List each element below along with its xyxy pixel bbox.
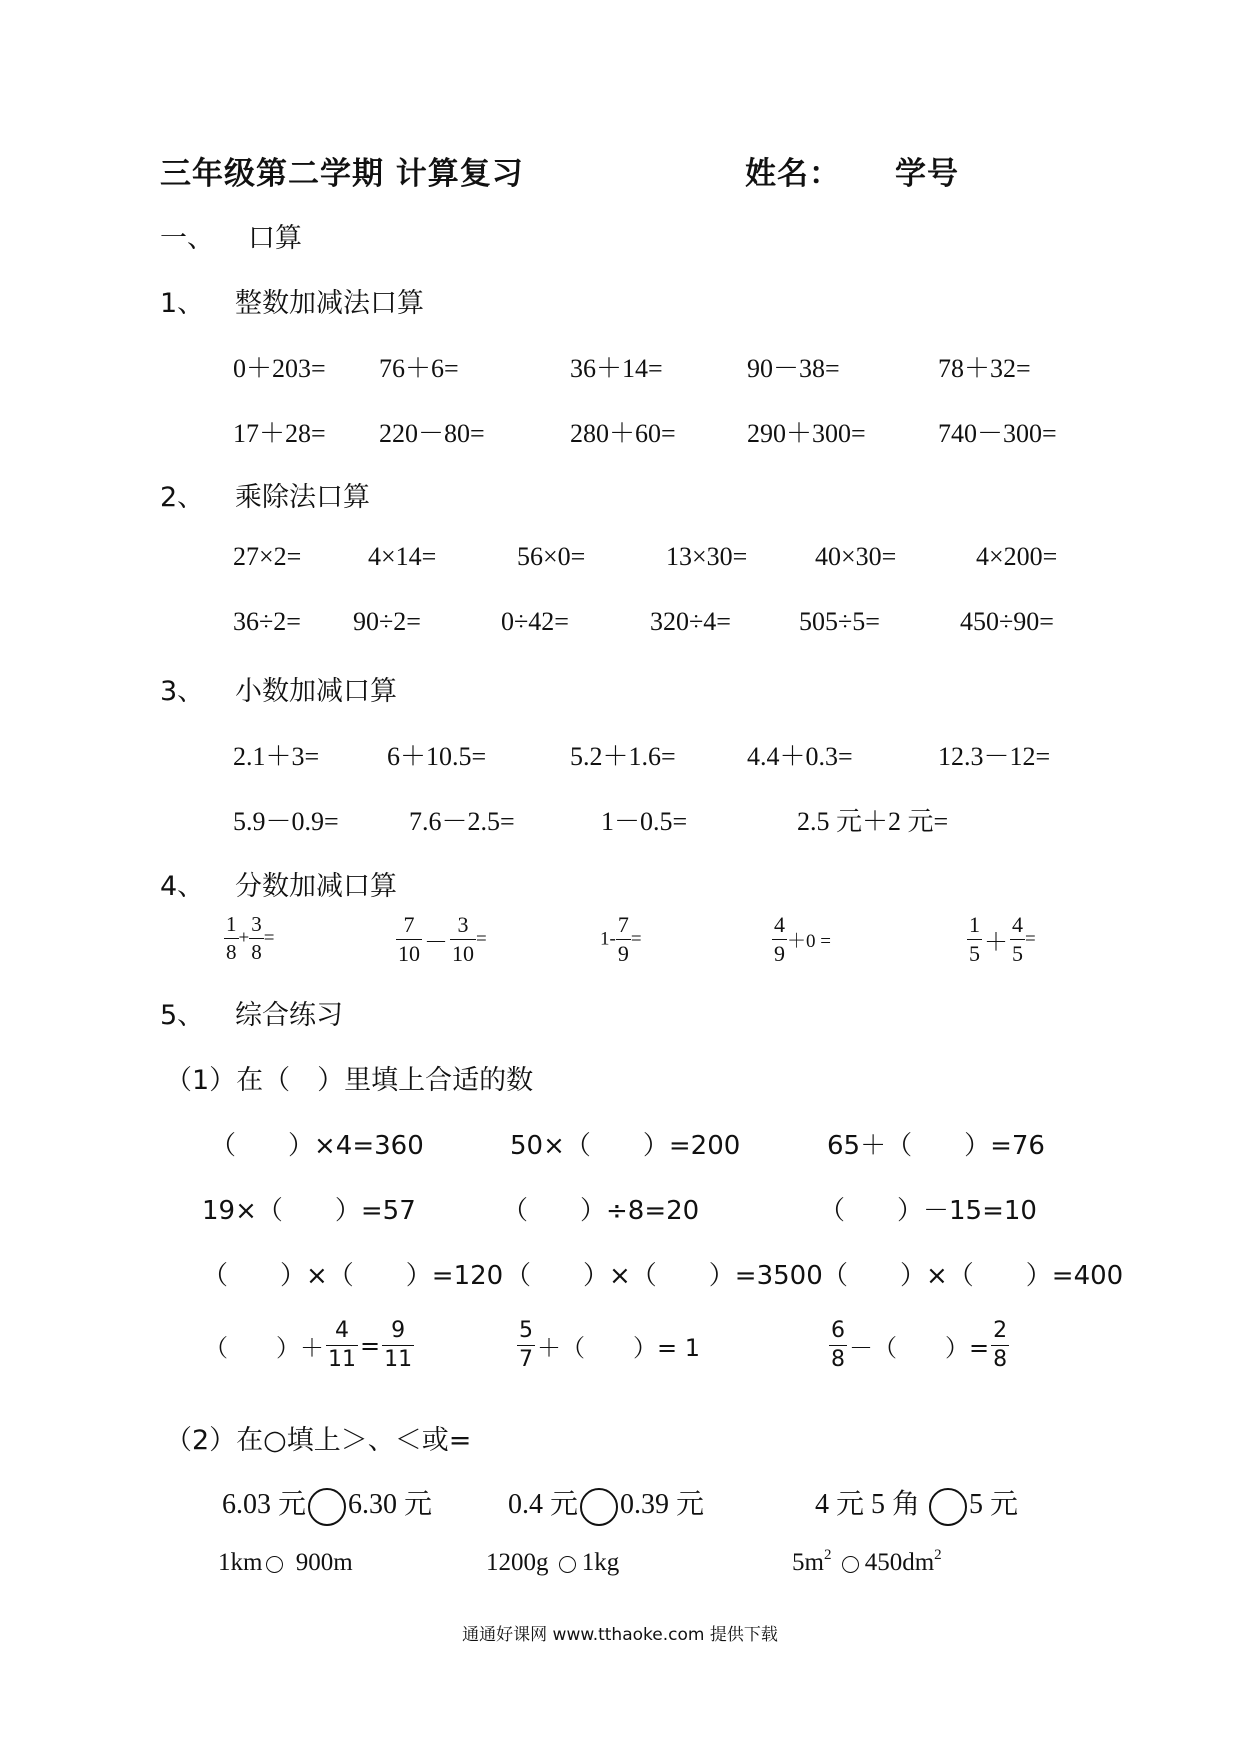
problem: 90÷2= xyxy=(353,607,421,636)
fraction: $\frac{6}{8}$ xyxy=(831,1318,845,1372)
problem: 36＋14= xyxy=(570,354,663,383)
compare-circle[interactable] xyxy=(580,1488,618,1526)
fraction-problem: $\frac{1}{5}$ ＋ $\frac{4}{5}$ = xyxy=(969,912,1036,966)
fill-blank-problem: （ ）×（ ）=400 xyxy=(822,1261,1124,1291)
problem: 320÷4= xyxy=(650,607,731,636)
compare-problem: 1200g 1kg xyxy=(486,1549,620,1576)
fraction-fill-problem: （ ）＋ $\frac{4}{11}$ = $\frac{9}{11}$ xyxy=(204,1318,413,1372)
s3-title: 小数加减口算 xyxy=(235,676,397,707)
part1-number: 一、 xyxy=(160,223,214,254)
problem: 6＋10.5= xyxy=(387,742,487,771)
q2-title: （2）在○填上＞、＜或= xyxy=(165,1425,472,1456)
footer-credit: 通通好课网 www.tthaoke.com 提供下载 xyxy=(462,1625,778,1645)
problem: 450÷90= xyxy=(960,607,1054,636)
fraction: $\frac{3}{10}$ xyxy=(452,912,474,966)
s2-number: 2、 xyxy=(160,482,205,513)
compare-problem: 4 元 5 角 5 元 xyxy=(815,1482,1018,1526)
compare-problem: 0.4 元 0.39 元 xyxy=(508,1482,704,1526)
fill-blank-problem: （ ）×（ ）=3500 xyxy=(505,1261,823,1291)
s3-number: 3、 xyxy=(160,676,205,707)
fraction: $\frac{1}{8}$ xyxy=(226,912,237,964)
problem: 78＋32= xyxy=(938,354,1031,383)
fill-blank-problem: （ ）×4=360 xyxy=(210,1131,424,1161)
fill-blank-problem: 65＋（ ）=76 xyxy=(827,1131,1045,1161)
s1-number: 1、 xyxy=(160,288,205,319)
problem: 27×2= xyxy=(233,542,302,571)
problem: 40×30= xyxy=(815,542,897,571)
fraction-problem: $\frac{7}{10}$ － $\frac{3}{10}$ = xyxy=(398,912,487,966)
problem: 1－0.5= xyxy=(601,807,688,836)
part1-title: 口算 xyxy=(248,223,302,254)
s5-number: 5、 xyxy=(160,1000,205,1031)
compare-problem: $5m^2$ $450dm^2$ xyxy=(792,1547,942,1576)
compare-circle[interactable] xyxy=(929,1488,967,1526)
compare-problem: 1km 900m xyxy=(218,1549,353,1576)
problem: 0÷42= xyxy=(501,607,569,636)
fraction-fill-problem: $\frac{5}{7}$ ＋（ ）= 1 xyxy=(519,1318,701,1372)
compare-circle[interactable] xyxy=(308,1488,346,1526)
fraction: $\frac{1}{5}$ xyxy=(969,912,980,966)
s2-title: 乘除法口算 xyxy=(235,482,370,513)
fraction-problem: 1- $\frac{7}{9}$ = xyxy=(600,912,642,966)
fraction: $\frac{4}{5}$ xyxy=(1012,912,1023,966)
problem: 56×0= xyxy=(517,542,586,571)
fraction: $\frac{5}{7}$ xyxy=(519,1318,533,1372)
problem: 0＋203= xyxy=(233,354,326,383)
compare-circle[interactable] xyxy=(559,1556,576,1573)
q1-title: （1）在（ ）里填上合适的数 xyxy=(165,1065,534,1096)
fraction: $\frac{7}{10}$ xyxy=(398,912,420,966)
problem: 4×200= xyxy=(976,542,1058,571)
problem: 13×30= xyxy=(666,542,748,571)
compare-circle[interactable] xyxy=(266,1556,283,1573)
fraction: $\frac{7}{9}$ xyxy=(617,912,629,966)
fraction: $\frac{4}{9}$ xyxy=(774,912,785,966)
fill-blank-problem: （ ）÷8=20 xyxy=(502,1196,700,1226)
fill-blank-problem: （ ）－15=10 xyxy=(819,1196,1037,1226)
problem: 7.6－2.5= xyxy=(409,807,515,836)
problem: 17＋28= xyxy=(233,419,326,448)
compare-circle[interactable] xyxy=(842,1556,859,1573)
problem: 5.9－0.9= xyxy=(233,807,339,836)
page-title: 三年级第二学期 计算复习 xyxy=(160,156,524,192)
problem: 280＋60= xyxy=(570,419,676,448)
student-id-label: 学号 xyxy=(895,156,959,192)
problem: 220－80= xyxy=(379,419,485,448)
fraction: $\frac{2}{8}$ xyxy=(993,1318,1008,1372)
s1-title: 整数加减法口算 xyxy=(235,288,424,319)
fraction: $\frac{4}{11}$ xyxy=(328,1318,356,1372)
fraction: $\frac{3}{8}$ xyxy=(251,912,262,964)
problem: 740－300= xyxy=(938,419,1057,448)
fill-blank-problem: （ ）×（ ）=120 xyxy=(202,1261,504,1291)
fraction-problem: $\frac{1}{8}$ + $\frac{3}{8}$ = xyxy=(226,912,275,964)
problem: 76＋6= xyxy=(379,354,459,383)
problem: 505÷5= xyxy=(799,607,880,636)
s5-title: 综合练习 xyxy=(235,1000,343,1031)
problem: 290＋300= xyxy=(747,419,866,448)
compare-problem: 6.03 元 6.30 元 xyxy=(222,1482,432,1526)
s4-number: 4、 xyxy=(160,871,205,902)
name-label: 姓名： xyxy=(745,156,841,192)
s4-title: 分数加减口算 xyxy=(235,871,397,902)
fill-blank-problem: 19×（ ）=57 xyxy=(202,1196,416,1226)
problem: 90－38= xyxy=(747,354,840,383)
problem: 12.3－12= xyxy=(938,742,1051,771)
problem: 5.2＋1.6= xyxy=(570,742,676,771)
problem: 2.1＋3= xyxy=(233,742,320,771)
fill-blank-problem: 50×（ ）=200 xyxy=(510,1131,741,1161)
fraction-fill-problem: $\frac{6}{8}$ －（ ）= $\frac{2}{8}$ xyxy=(831,1318,1008,1372)
fraction-problem: $\frac{4}{9}$ ＋0 = xyxy=(774,912,831,966)
problem: 2.5 元＋2 元= xyxy=(797,807,949,836)
problem: 4.4＋0.3= xyxy=(747,742,853,771)
problem: 4×14= xyxy=(368,542,437,571)
fraction: $\frac{9}{11}$ xyxy=(384,1318,413,1372)
problem: 36÷2= xyxy=(233,607,301,636)
